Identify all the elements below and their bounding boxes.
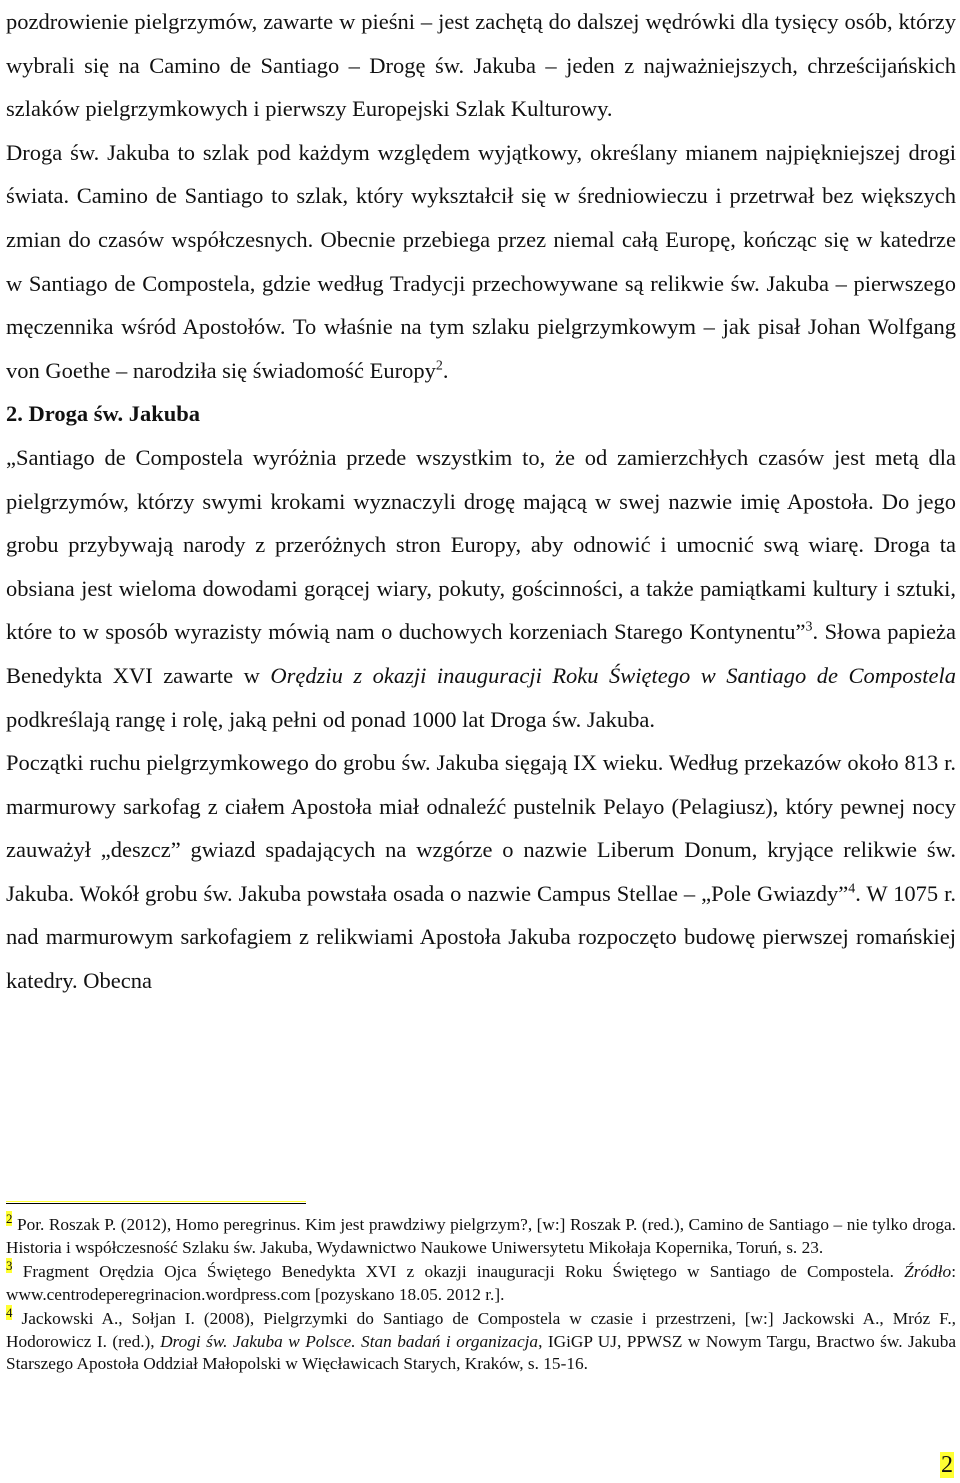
paragraph-3-italic-title: Orędziu z okazji inauguracji Roku Świętego w Santiago de Compostela [270,662,956,688]
footnotes [6,1203,956,1378]
paragraph-2 [6,131,956,393]
footnote-4-italic-title: Drogi św. Jakuba w Polsce. Stan badań i organizacja [160,1331,539,1351]
document-page [6,0,956,1003]
paragraph-3-end: podkreślają rangę i rolę, jaką pełni od ponad 1000 lat Droga św. Jakuba. [6,706,655,732]
paragraph-4 [6,741,956,1003]
page-number: 2 [941,1452,953,1478]
footnote-2-text: Por. Roszak P. (2012), Homo peregrinus. Kim jest prawdziwy pielgrzym?, [w:] Roszak P. (red.), Camino de Santiago – nie tylko droga. Historia i współczesność Szlaku św. Jakuba, Wydawnictwo Naukowe Uniwersytetu Mikołaja Kopernika, Toruń, s. 23. [6,1215,956,1257]
paragraph-2-text: Droga św. Jakuba to szlak pod każdym względem wyjątkowy, określany mianem najpiękniejszej drogi świata. Camino de Santiago to szlak, który wykształcił się w średniowieczu i przetrwał bez większych zmian do czasów współczesnych. Obecnie przebiega przez niemal całą Europę, kończąc się w katedrze w Santiago de Compostela, gdzie według Tradycji przechowywane są relikwie św. Jakuba – pierwszego męczennika wśród Apostołów. To właśnie na tym szlaku pielgrzymkowym – jak pisał Johan Wolfgang von Goethe – narodziła się świadomość Europy [6,139,956,383]
section-heading: 2. Droga św. Jakuba [6,401,201,427]
paragraph-3-text: . Słowa papieża Benedykta XVI zawarte w [6,619,956,688]
footnote-2 [6,1211,956,1259]
footnote-ref-4[interactable]: 4 [848,881,856,897]
footnote-3-text: Fragment Orędzia Ojca Świętego Benedykta XVI z okazji inauguracji Roku Świętego w Santiago de Compostela. [12,1262,905,1281]
body-text [6,0,956,1003]
paragraph-1: pozdrowienie pielgrzymów, zawarte w pieśni – jest zachętą do dalszej wędrówki dla tysięcy osób, którzy wybrali się na Camino de Santiago – Drogę św. Jakuba – jeden z najważniejszych, chrześcijańskich szlaków pielgrzymkowych i pierwszy Europejski Szlak Kulturowy. [6,9,956,122]
footnote-4-end: , IGiGP UJ, PPWSZ w Nowym Targu, Bractwo św. Jakuba Starszego Apostoła Oddział Małopolski w Więcławicach Starych, Kraków, s. 15-16. [6,1331,957,1373]
paragraph-3-quote: „Santiago de Compostela wyróżnia przede wszystkim to, że od zamierzchłych czasów jest metą dla pielgrzymów, którzy swymi krokami wyznaczyli drogę mającą w swej nazwie imię Apostoła. Do jego grobu przybywają narody z przeróżnych stron Europy, aby odnowić i umocnić swą wiarę. Droga ta obsiana jest wieloma dowodami gorącej wiary, pokuty, gościnności, a także pamiątkami kultury i sztuki, które to w sposób wyrazisty mówią nam o duchowych korzeniach Starego Kontynentu” [6,444,956,645]
footnote-2-number: 2 [6,1211,13,1227]
footnote-3-number: 3 [6,1258,13,1274]
footnote-separator [6,1203,306,1204]
footnote-3-source: : www.centrodeperegrinacion.wordpress.com [pozyskano 18.05. 2012 r.]. [6,1262,956,1304]
footnote-3-source-label: Źródło [904,1262,952,1281]
footnote-ref-2[interactable]: 2 [435,358,443,374]
paragraph-2-end: . [442,357,449,383]
footnote-4 [6,1305,957,1376]
footnote-4-number: 4 [6,1305,13,1321]
paragraph-4-end: . W 1075 r. nad marmurowym sarkofagiem z relikwiami Apostoła Jakuba rozpoczęto budowę pierwszej romańskiej katedry. Obecna [6,880,956,994]
paragraph-4-text: Początki ruchu pielgrzymkowego do grobu św. Jakuba sięgają IX wieku. Według przekazów około 813 r. marmurowy sarkofag z ciałem Apostoła miał odnaleźć pustelnik Pelayo (Pelagiusz), który pewnej nocy zauważył „deszcz” gwiazd spadających na wzgórze o nazwie Liberum Donum, kryjące relikwie św. Jakuba. Wokół grobu św. Jakuba powstała osada o nazwie Campus Stellae – „Pole Gwiazdy” [6,750,956,906]
footnote-4-text: Jackowski A., Sołjan I. (2008), Pielgrzymki do Santiago de Compostela w czasie i przestrzeni, [w:] Jackowski A., Mróz F., Hodorowicz I. (red.), [6,1309,956,1351]
footnote-ref-3[interactable]: 3 [805,619,813,635]
paragraph-3 [6,436,956,741]
footnote-3 [6,1258,956,1306]
